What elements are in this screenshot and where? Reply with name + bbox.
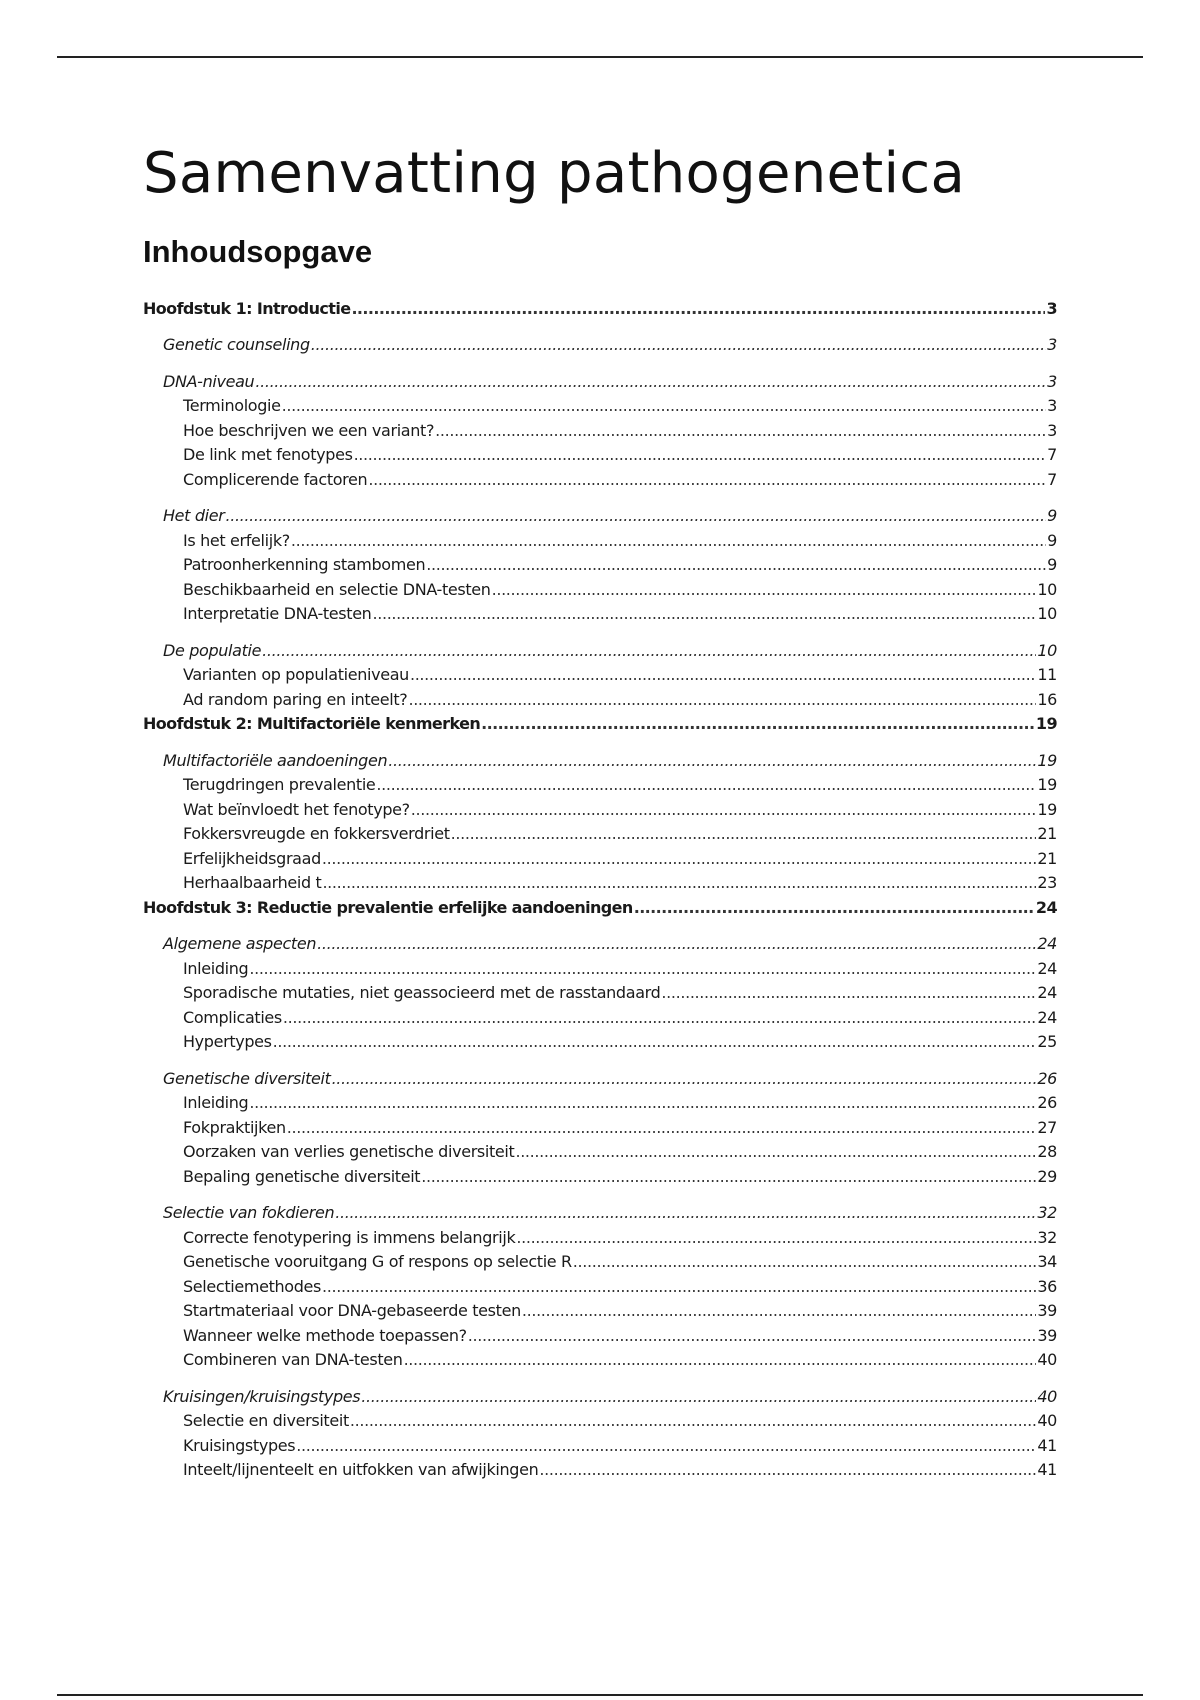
header-rule — [57, 56, 1143, 58]
toc-subsection[interactable]: Startmateriaal voor DNA-gebaseerde testen ..... 39 — [143, 1297, 1057, 1322]
toc-chapter[interactable]: Hoofdstuk 3: Reductie prevalentie erfelijke aandoeningen ..... 24 — [143, 893, 1057, 918]
toc-subsection[interactable]: Kruisingstypes ..... 41 — [143, 1431, 1057, 1456]
toc-subsection[interactable]: Beschikbaarheid en selectie DNA-testen ..... 10 — [143, 575, 1057, 600]
toc-section[interactable]: Multifactoriële aandoeningen ..... 19 — [143, 746, 1057, 771]
toc-subsection[interactable]: Complicaties ..... 24 — [143, 1003, 1057, 1028]
toc-subsection[interactable]: Correcte fenotypering is immens belangrijk ..... 32 — [143, 1223, 1057, 1248]
toc-section[interactable]: DNA-niveau ..... 3 — [143, 367, 1057, 392]
toc-subsection[interactable]: Inleiding ..... 24 — [143, 954, 1057, 979]
toc-subsection[interactable]: Fokpraktijken ..... 27 — [143, 1113, 1057, 1138]
toc-subsection[interactable]: Terugdringen prevalentie ..... 19 — [143, 771, 1057, 796]
toc-subsection[interactable]: Oorzaken van verlies genetische diversiteit ..... 28 — [143, 1138, 1057, 1163]
toc-section[interactable]: Genetic counseling ..... 3 — [143, 331, 1057, 356]
toc-subsection[interactable]: Selectie en diversiteit ..... 40 — [143, 1407, 1057, 1432]
toc-subsection[interactable]: Varianten op populatieniveau ..... 11 — [143, 661, 1057, 686]
toc-subsection[interactable]: De link met fenotypes ..... 7 — [143, 441, 1057, 466]
toc-section[interactable]: Het dier ..... 9 — [143, 502, 1057, 527]
toc-chapter[interactable]: Hoofdstuk 1: Introductie ..... 3 — [143, 294, 1057, 319]
toc-subsection[interactable]: Genetische vooruitgang G of respons op selectie R ..... 34 — [143, 1248, 1057, 1273]
toc-subsection[interactable]: Bepaling genetische diversiteit ..... 29 — [143, 1162, 1057, 1187]
toc-subsection[interactable]: Herhaalbaarheid t ..... 23 — [143, 869, 1057, 894]
footer-rule — [57, 1694, 1143, 1696]
toc-subsection[interactable]: Hoe beschrijven we een variant? ..... 3 — [143, 416, 1057, 441]
toc-subsection[interactable]: Wanneer welke methode toepassen? ..... 39 — [143, 1321, 1057, 1346]
toc-subsection[interactable]: Inteelt/lijnenteelt en uitfokken van afwijkingen ..... 41 — [143, 1456, 1057, 1481]
toc-subsection[interactable]: Erfelijkheidsgraad ..... 21 — [143, 844, 1057, 869]
toc-subsection[interactable]: Patroonherkenning stambomen ..... 9 — [143, 551, 1057, 576]
toc-subsection[interactable]: Sporadische mutaties, niet geassocieerd met de rasstandaard ..... 24 — [143, 979, 1057, 1004]
toc-subsection[interactable]: Interpretatie DNA-testen ..... 10 — [143, 600, 1057, 625]
toc-subsection[interactable]: Ad random paring en inteelt? ..... 16 — [143, 685, 1057, 710]
toc-chapter[interactable]: Hoofdstuk 2: Multifactoriële kenmerken ..... 19 — [143, 710, 1057, 735]
toc-subsection[interactable]: Terminologie ..... 3 — [143, 392, 1057, 417]
toc-section[interactable]: Kruisingen/kruisingstypes ..... 40 — [143, 1382, 1057, 1407]
toc-section[interactable]: Algemene aspecten ..... 24 — [143, 930, 1057, 955]
toc-subsection[interactable]: Is het erfelijk? ..... 9 — [143, 526, 1057, 551]
document-title: Samenvatting pathogenetica — [143, 141, 966, 206]
toc-section[interactable]: Selectie van fokdieren ..... 32 — [143, 1199, 1057, 1224]
toc-subsection[interactable]: Inleiding ..... 26 — [143, 1089, 1057, 1114]
toc-subsection[interactable]: Selectiemethodes ..... 36 — [143, 1272, 1057, 1297]
toc-subsection[interactable]: Combineren van DNA-testen ..... 40 — [143, 1346, 1057, 1371]
toc-subsection[interactable]: Fokkersvreugde en fokkersverdriet ..... 21 — [143, 820, 1057, 845]
toc-subsection[interactable]: Complicerende factoren ..... 7 — [143, 465, 1057, 490]
toc-section[interactable]: Genetische diversiteit ..... 26 — [143, 1064, 1057, 1089]
table-of-contents — [143, 294, 1057, 1480]
toc-section[interactable]: De populatie ..... 10 — [143, 636, 1057, 661]
toc-subsection[interactable]: Hypertypes ..... 25 — [143, 1028, 1057, 1053]
toc-subsection[interactable]: Wat beïnvloedt het fenotype? ..... 19 — [143, 795, 1057, 820]
toc-heading: Inhoudsopgave — [143, 234, 373, 269]
